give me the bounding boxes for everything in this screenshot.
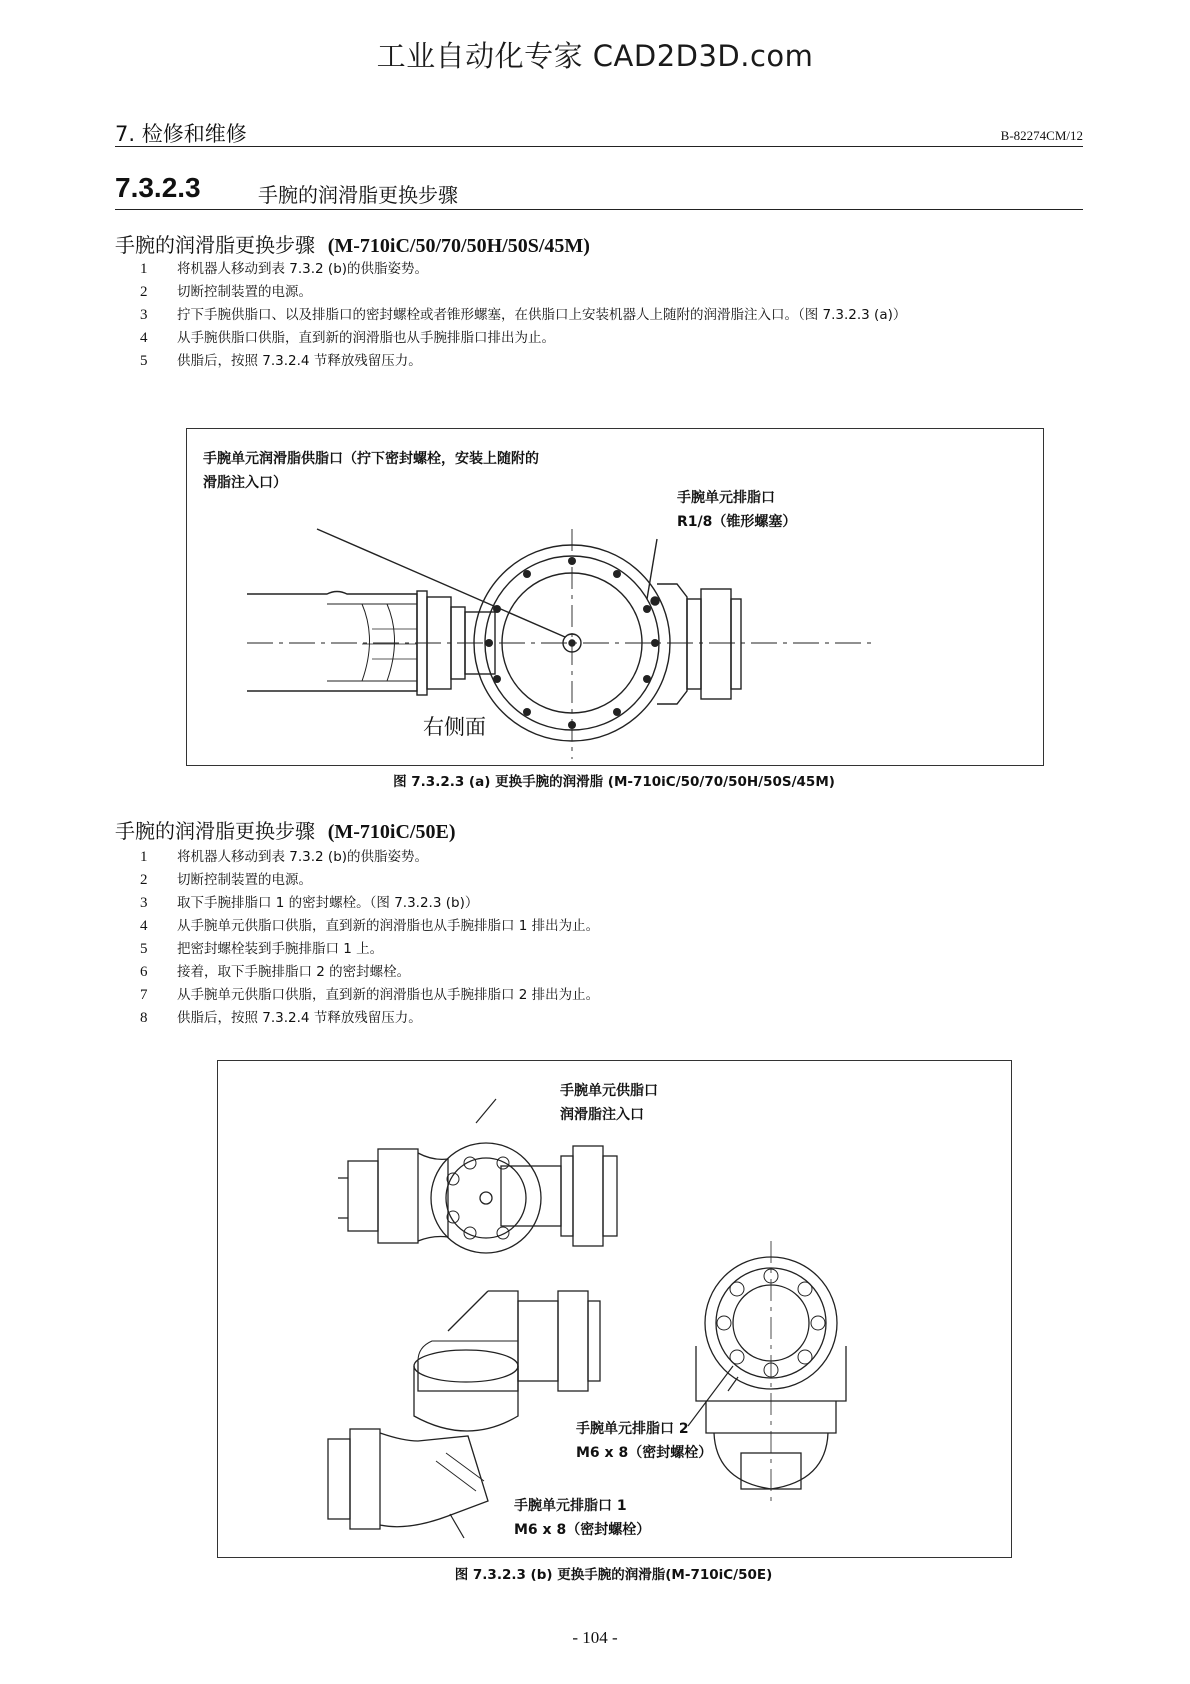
- step-number: 8: [140, 1010, 148, 1026]
- procedure-b-model: (M-710iC/50E): [327, 821, 456, 843]
- procedure-a-title: 手腕的润滑脂更换步骤: [115, 233, 315, 257]
- page-number: - 104 -: [572, 1628, 618, 1647]
- supply-label-line: 手腕单元供脂口: [560, 1083, 658, 1099]
- step-text: 供脂后，按照 7.3.2.4 节释放残留压力。: [177, 1010, 422, 1026]
- section-rule: [115, 209, 1083, 210]
- step-number: 4: [140, 330, 148, 346]
- step-text: 将机器人移动到表 7.3.2 (b)的供脂姿势。: [177, 849, 429, 865]
- step-text: 从手腕单元供脂口供脂，直到新的润滑脂也从手腕排脂口 2 排出为止。: [177, 987, 600, 1003]
- step-item: [140, 869, 1085, 892]
- drain1-label-line: M6 x 8（密封螺栓）: [514, 1522, 651, 1538]
- step-number: 5: [140, 353, 148, 369]
- step-number: 2: [140, 872, 148, 888]
- procedure-b-steps: [140, 846, 1085, 1030]
- step-text: 供脂后，按照 7.3.2.4 节释放残留压力。: [177, 353, 422, 369]
- step-item: [140, 350, 1085, 373]
- drain2-label-line: 手腕单元排脂口 2: [576, 1421, 689, 1437]
- step-number: 5: [140, 941, 148, 957]
- step-number: 7: [140, 987, 148, 1003]
- figure-a-view-label: 右侧面: [423, 715, 486, 739]
- figure-b-caption: 图 7.3.2.3 (b) 更换手腕的润滑脂(M-710iC/50E): [454, 1567, 773, 1583]
- step-number: 3: [140, 895, 148, 911]
- drain-label-line: R1/8（锥形螺塞）: [677, 514, 797, 530]
- document-number: B-82274CM/12: [1000, 128, 1083, 143]
- watermark-text: 工业自动化专家 CAD2D3D.com: [376, 39, 814, 73]
- procedure-a-model: (M-710iC/50/70/50H/50S/45M): [327, 235, 590, 257]
- supply-label-line: 滑脂注入口）: [203, 475, 287, 491]
- wrist-50e-drawing: [218, 1061, 1011, 1557]
- step-number: 2: [140, 284, 148, 300]
- step-number: 4: [140, 918, 148, 934]
- step-item: [140, 327, 1085, 350]
- step-item: [140, 258, 1085, 281]
- drain2-label-line: M6 x 8（密封螺栓）: [576, 1445, 713, 1461]
- step-number: 1: [140, 261, 148, 277]
- figure-a-caption: 图 7.3.2.3 (a) 更换手腕的润滑脂 (M-710iC/50/70/50H/50S/45M): [393, 774, 835, 790]
- figure-b-frame: [217, 1060, 1012, 1558]
- supply-label-line: 手腕单元润滑脂供脂口（拧下密封螺栓，安装上随附的: [203, 451, 539, 467]
- procedure-b-title: 手腕的润滑脂更换步骤: [115, 819, 315, 843]
- step-number: 6: [140, 964, 148, 980]
- step-number: 3: [140, 307, 148, 323]
- header-rule: [115, 146, 1083, 147]
- step-item: [140, 281, 1085, 304]
- procedure-a-heading: [115, 229, 590, 258]
- procedure-b-heading: [115, 815, 455, 844]
- step-number: 1: [140, 849, 148, 865]
- procedure-a-steps: [140, 258, 1085, 373]
- step-item: [140, 984, 1085, 1007]
- step-text: 取下手腕排脂口 1 的密封螺栓。（图 7.3.2.3 (b)）: [177, 895, 479, 911]
- step-item: [140, 1007, 1085, 1030]
- section-number: 7.3.2.3: [115, 172, 201, 203]
- step-text: 切断控制装置的电源。: [177, 284, 312, 300]
- step-text: 切断控制装置的电源。: [177, 872, 312, 888]
- step-text: 从手腕单元供脂口供脂，直到新的润滑脂也从手腕排脂口 1 排出为止。: [177, 918, 600, 934]
- drain-label-line: 手腕单元排脂口: [677, 490, 775, 506]
- chapter-heading: 7. 检修和维修: [115, 122, 247, 146]
- section-title: 手腕的润滑脂更换步骤: [258, 183, 458, 207]
- step-item: [140, 938, 1085, 961]
- step-text: 将机器人移动到表 7.3.2 (b)的供脂姿势。: [177, 261, 429, 277]
- wrist-right-side-drawing: [187, 429, 1043, 765]
- step-text: 把密封螺栓装到手腕排脂口 1 上。: [177, 941, 384, 957]
- drain1-label-line: 手腕单元排脂口 1: [514, 1498, 627, 1514]
- step-item: [140, 892, 1085, 915]
- figure-a-frame: [186, 428, 1044, 766]
- step-item: [140, 915, 1085, 938]
- supply-label-line: 润滑脂注入口: [560, 1107, 644, 1123]
- step-text: 从手腕供脂口供脂，直到新的润滑脂也从手腕排脂口排出为止。: [177, 330, 555, 346]
- step-text: 接着，取下手腕排脂口 2 的密封螺栓。: [177, 964, 411, 980]
- step-item: [140, 304, 1085, 327]
- step-item: [140, 961, 1085, 984]
- step-item: [140, 846, 1085, 869]
- step-text: 拧下手腕供脂口、以及排脂口的密封螺栓或者锥形螺塞，在供脂口上安装机器人上随附的润滑脂注入口。（图 7.3.2.3 (a)）: [177, 307, 907, 323]
